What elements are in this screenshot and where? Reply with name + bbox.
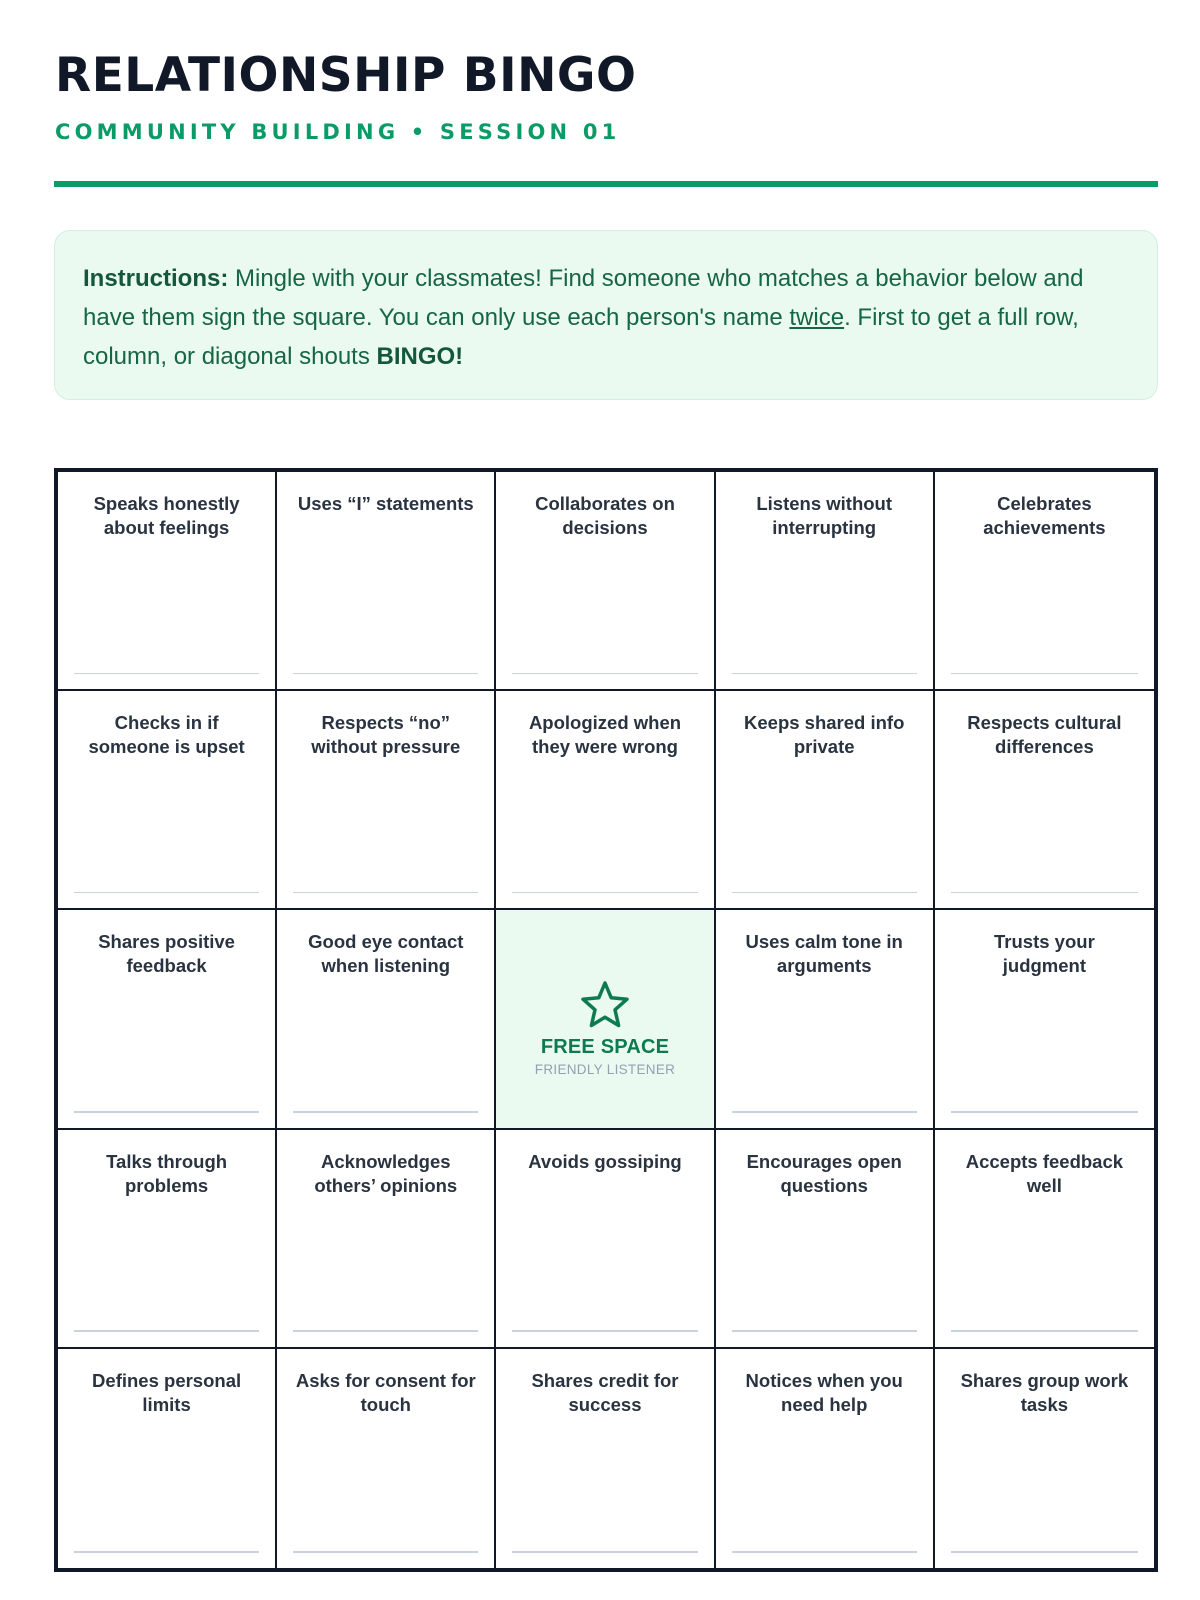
signature-line[interactable] [732, 1111, 917, 1113]
square-label: Celebrates achievements [983, 493, 1106, 538]
instructions-text-2: . First to get a full row, column, or diagonal shouts [83, 304, 1079, 370]
bingo-square[interactable] [716, 1349, 935, 1568]
bingo-square[interactable] [716, 472, 935, 691]
signature-line[interactable] [74, 892, 259, 894]
signature-line[interactable] [293, 1330, 478, 1332]
signature-line[interactable] [74, 1330, 259, 1332]
bingo-square[interactable] [935, 1349, 1154, 1568]
bingo-square[interactable] [716, 1130, 935, 1349]
bingo-square[interactable] [277, 691, 496, 910]
bingo-square[interactable] [935, 472, 1154, 691]
square-label: Acknowledges others’ opinions [314, 1150, 458, 1196]
signature-line[interactable] [74, 1551, 259, 1553]
square-label: Good eye contact when listening [308, 931, 464, 977]
bingo-square[interactable] [716, 910, 935, 1129]
bingo-square[interactable] [58, 691, 277, 910]
header-divider [54, 181, 1158, 187]
signature-line[interactable] [74, 673, 259, 675]
square-label: Respects cultural differences [967, 712, 1122, 758]
signature-line[interactable] [293, 1111, 478, 1113]
square-label: Talks through problems [106, 1150, 228, 1196]
bingo-square[interactable] [935, 910, 1154, 1129]
signature-line[interactable] [732, 1551, 917, 1553]
square-label: Collaborates on decisions [535, 493, 675, 538]
square-label: Speaks honestly about feelings [93, 493, 240, 538]
signature-line[interactable] [512, 673, 697, 675]
bingo-square[interactable] [496, 1130, 715, 1349]
signature-line[interactable] [512, 892, 697, 894]
signature-line[interactable] [951, 1111, 1138, 1113]
bingo-square[interactable] [716, 691, 935, 910]
free-space-title: FREE SPACE [540, 1036, 670, 1059]
square-label: Trusts your judgment [994, 931, 1095, 977]
bingo-square[interactable] [58, 1130, 277, 1349]
square-label: Defines personal limits [92, 1369, 242, 1415]
square-label: Notices when you need help [745, 1369, 903, 1415]
signature-line[interactable] [951, 1330, 1138, 1332]
free-space-subtitle: FRIENDLY LISTENER [534, 1062, 676, 1078]
square-label: Shares credit for success [531, 1369, 679, 1415]
star-icon [580, 980, 630, 1030]
bingo-square[interactable] [58, 472, 277, 691]
page-subtitle: COMMUNITY BUILDING • SESSION 01 [55, 120, 621, 144]
square-label: Listens without interrupting [756, 493, 893, 538]
bingo-square[interactable] [935, 1130, 1154, 1349]
instructions-emphasis: twice [789, 304, 845, 331]
bingo-square[interactable] [496, 691, 715, 910]
signature-line[interactable] [951, 673, 1138, 675]
bingo-square[interactable] [277, 910, 496, 1129]
instructions-shout: BINGO! [376, 343, 464, 370]
signature-line[interactable] [512, 1551, 697, 1553]
bingo-square[interactable] [277, 1130, 496, 1349]
instructions-text-1: Mingle with your classmates! Find someone who matches a behavior below and have them sign the square. You can only use each person's name [83, 265, 1084, 331]
bingo-square[interactable] [935, 691, 1154, 910]
square-label: Accepts feedback well [965, 1150, 1124, 1196]
signature-line[interactable] [732, 673, 917, 675]
square-label: Checks in if someone is upset [88, 712, 245, 758]
free-space-cell [496, 910, 715, 1129]
square-label: Uses calm tone in arguments [745, 931, 903, 977]
square-label: Shares positive feedback [98, 931, 235, 977]
signature-line[interactable] [951, 892, 1138, 894]
page-title: RELATIONSHIP BINGO [55, 48, 637, 103]
signature-line[interactable] [293, 1551, 478, 1553]
signature-line[interactable] [74, 1111, 259, 1113]
instructions-panel [54, 230, 1158, 400]
bingo-square[interactable] [58, 910, 277, 1129]
square-label: Encourages open questions [746, 1150, 902, 1196]
square-label: Keeps shared info private [744, 712, 905, 758]
signature-line[interactable] [293, 673, 478, 675]
signature-line[interactable] [951, 1551, 1138, 1553]
signature-line[interactable] [512, 1330, 697, 1332]
square-label: Apologized when they were wrong [528, 712, 682, 758]
signature-line[interactable] [732, 892, 917, 894]
square-label: Uses “I” statements [297, 493, 474, 514]
bingo-square[interactable] [58, 1349, 277, 1568]
instructions-lead: Instructions: [83, 265, 229, 292]
bingo-square[interactable] [277, 1349, 496, 1568]
bingo-grid [54, 468, 1158, 1572]
signature-line[interactable] [732, 1330, 917, 1332]
square-label: Avoids gossiping [528, 1150, 682, 1172]
square-label: Shares group work tasks [960, 1369, 1129, 1415]
square-label: Asks for consent for touch [295, 1369, 476, 1415]
signature-line[interactable] [293, 892, 478, 894]
bingo-square[interactable] [496, 472, 715, 691]
square-label: Respects “no” without pressure [311, 712, 461, 758]
bingo-square[interactable] [496, 1349, 715, 1568]
bingo-square[interactable] [277, 472, 496, 691]
